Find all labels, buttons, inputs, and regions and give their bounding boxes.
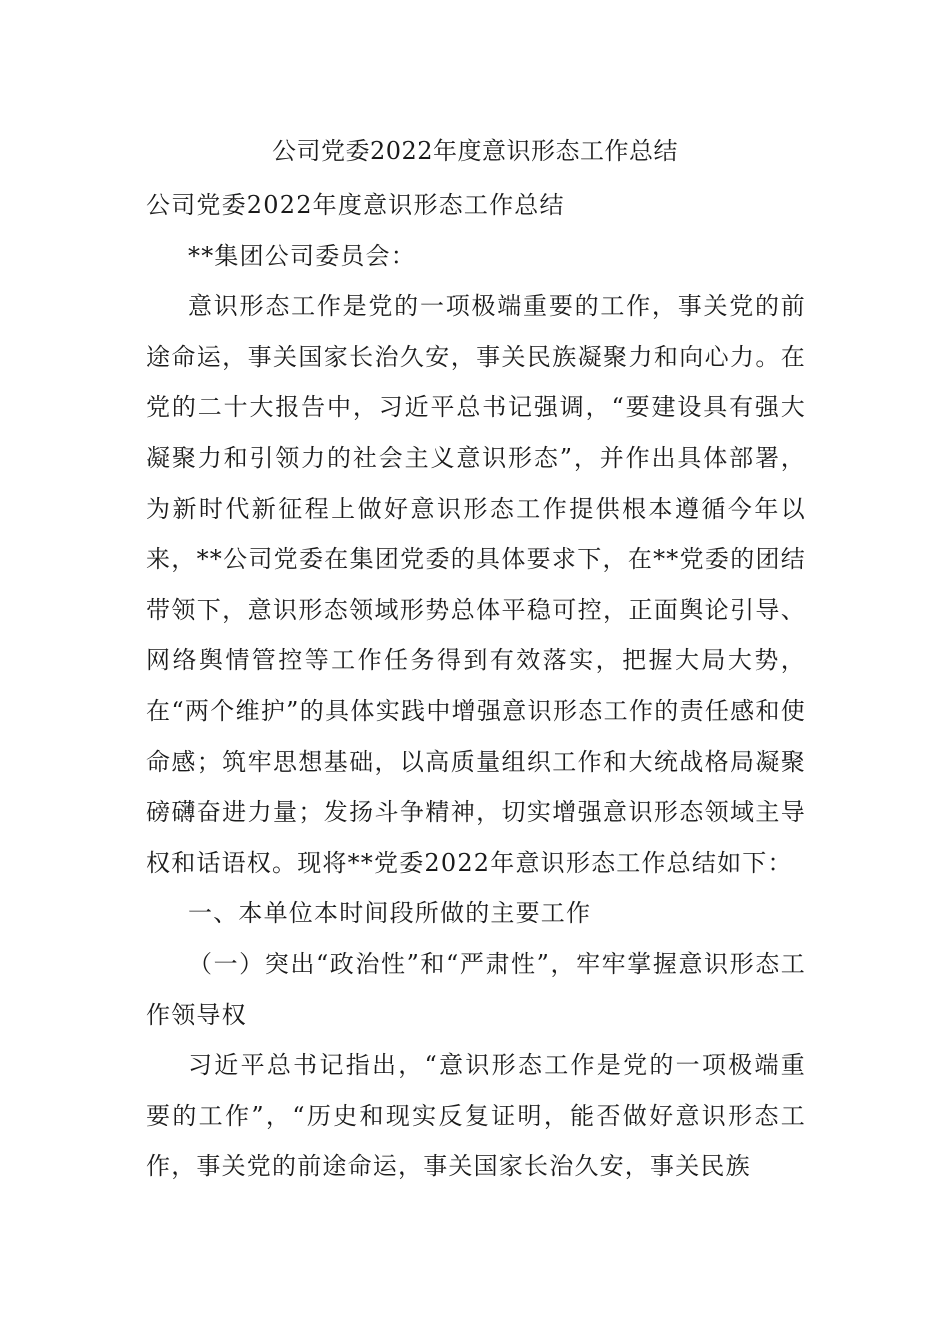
body-paragraph: 习近平总书记指出，“意识形态工作是党的一项极端重要的工作”，“历史和现实反复证明，能否做好意识形态工作，事关党的前途命运，事关国家长治久安，事关民族 <box>146 1051 806 1181</box>
addressee-line: **集团公司委员会： <box>188 241 416 270</box>
document-body <box>146 180 806 1192</box>
subsection-heading: （一）突出“政治性”和“严肃性”，牢牢掌握意识形态工作领导权 <box>146 949 806 1029</box>
document-subtitle: 公司党委2022年度意识形态工作总结 <box>146 191 565 219</box>
section-heading: 一、本单位本时间段所做的主要工作 <box>188 899 592 928</box>
body-paragraph: 意识形态工作是党的一项极端重要的工作，事关党的前途命运，事关国家长治久安，事关民族凝聚力和向心力。在党的二十大报告中，习近平总书记强调，“要建设具有强大凝聚力和引领力的社会主义意识形态”，并作出具体部署，为新时代新征程上做好意识形态工作提供根本遵循今年以来，**公司党委在集团党委的具体要求下，在**党委的团结带领下，意识形态领域形势总体平稳可控，正面舆论引导、网络舆情管控等工作任务得到有效落实，把握大局大势，在“两个维护”的具体实践中增强意识形态工作的责任感和使命感；筑牢思想基础，以高质量组织工作和大统战格局凝聚磅礴奋进力量；发扬斗争精神，切实增强意识形态领域主导权和话语权。现将**党委2022年意识形态工作总结如下： <box>146 292 806 877</box>
document-title: 公司党委2022年度意识形态工作总结 <box>271 137 679 165</box>
